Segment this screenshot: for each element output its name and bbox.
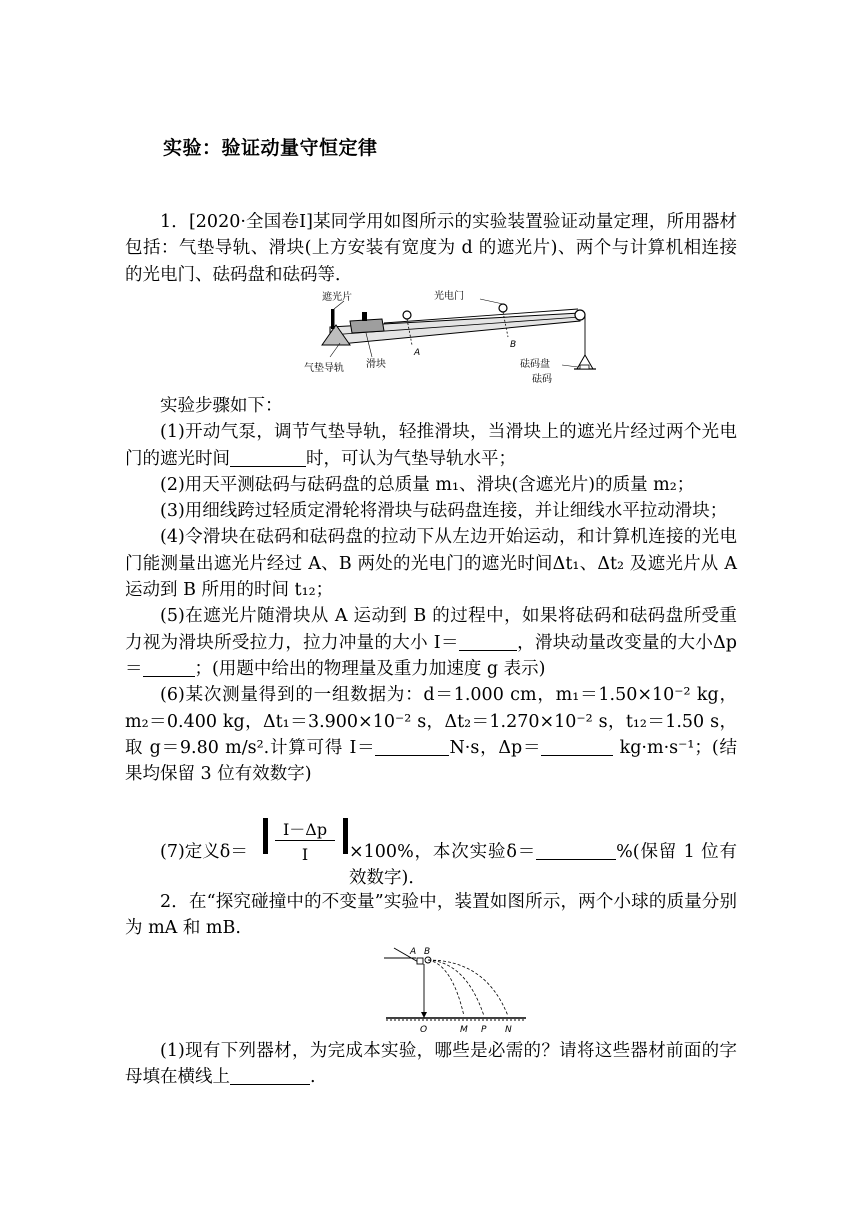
collision-figure	[380, 942, 530, 1034]
weight	[580, 365, 589, 369]
label-weight: 砝码	[532, 374, 552, 385]
answer-blank-q2[interactable]	[230, 1066, 310, 1085]
step-5	[125, 603, 737, 682]
step-5-text-b: ，滑块动量改变量的大小Δp＝	[125, 632, 737, 679]
q2-s1-text-a: (1)现有下列器材，为完成本实验，哪些是必需的？请将这些器材前面的字母填在横线上	[125, 1041, 737, 1088]
label-point-p: P	[481, 1025, 487, 1034]
question-1-steps	[125, 393, 737, 787]
slider-block	[350, 319, 384, 333]
fraction-line	[275, 840, 335, 841]
step-6-text-b: N·s，Δp＝	[449, 737, 542, 758]
trajectory-p	[428, 960, 484, 1016]
photogate-b	[499, 304, 507, 312]
step-1	[125, 419, 737, 472]
step-7-text-a: (7)定义δ＝	[160, 842, 248, 862]
label-point-b: B	[510, 340, 517, 350]
label-photogate: 光电门	[434, 291, 464, 302]
step-7-line	[349, 839, 737, 892]
question-2-text: 2．在“探究碰撞中的不变量”实验中，装置如图所示，两个小球的质量分别为 mA 和 mB.	[125, 892, 737, 939]
question-1-text: 1．[2020·全国卷Ⅰ]某同学用如图所示的实验装置验证动量定理，所用器材包括：气垫导轨、滑块(上方安装有宽度为 d 的遮光片)、两个与计算机相连接的光电门、砝码盘和砝码等．	[125, 212, 737, 285]
trajectory-n	[428, 960, 508, 1016]
fraction-denominator: I	[301, 845, 309, 864]
abs-bar-right	[343, 818, 348, 854]
step-6	[125, 682, 737, 787]
step-7-text-c: %(保留 1 位有效数字)．	[349, 842, 738, 889]
step-3: (3)用细线跨过轻质定滑轮将滑块与砝码盘连接，并让细线水平拉动滑块；	[160, 501, 728, 522]
label-weight-pan: 砝码盘	[520, 359, 550, 370]
answer-blank-p-value[interactable]	[541, 737, 613, 756]
answer-blank-impulse[interactable]	[459, 632, 517, 651]
label-point-a: A	[414, 348, 421, 358]
shade-post	[331, 309, 335, 329]
pulley	[575, 310, 585, 320]
step-1-text-a: (1)开动气泵，调节气垫导轨，轻推滑块，当滑块上的遮光片经过两个光电门的遮光时间	[125, 422, 737, 469]
step-6-text-c: kg·m·s⁻¹；(结果均保留 3 位有效数字)	[125, 737, 737, 785]
step-1-text-b: 时，可认为气垫导轨水平；	[306, 448, 516, 469]
label-point-n: N	[505, 1025, 512, 1034]
question-2-part-1	[125, 1038, 737, 1091]
label-shade: 遮光片	[322, 292, 352, 303]
question-2-intro	[125, 889, 737, 942]
label-ball-a: A	[410, 947, 417, 957]
q2-s1-text-b: .	[310, 1067, 316, 1088]
label-point-o: O	[420, 1025, 428, 1034]
label-point-m: M	[460, 1025, 468, 1034]
abs-bar-left	[263, 818, 268, 854]
shade-plate	[362, 312, 367, 321]
trajectory-m	[428, 960, 464, 1016]
fraction-numerator: I－Δp	[282, 820, 328, 839]
page-title: 实验：验证动量守恒定律	[163, 137, 378, 159]
question-2-part-1-text	[125, 1038, 737, 1091]
step-5-text-c: ；(用题中给出的物理量及重力加速度 g 表示)	[194, 658, 546, 679]
ball-a	[417, 958, 423, 964]
answer-blank-delta[interactable]	[536, 841, 616, 860]
air-track-figure	[300, 285, 600, 385]
step-7-text-b: ×100%，本次实验δ＝	[349, 842, 537, 862]
answer-blank-i-value[interactable]	[375, 737, 449, 756]
step-4: (4)令滑块在砝码和砝码盘的拉动下从左边开始运动，和计算机连接的光电门能测量出遮光片经过 A、B 两处的光电门的遮光时间Δt₁、Δt₂ 及遮光片从 A 运动到 B 所用的时间 t₁₂；	[125, 527, 737, 601]
label-slider: 滑块	[366, 359, 386, 370]
answer-blank-1[interactable]	[230, 448, 306, 467]
photogate-a	[403, 311, 411, 319]
step-5-text-a: (5)在遮光片随滑块从 A 运动到 B 的过程中，如果将砝码和砝码盘所受重力视为滑块所受拉力，拉力冲量的大小 I＝	[125, 606, 737, 653]
step-6-text-a: (6)某次测量得到的一组数据为：d＝1.000 cm，m₁＝1.50×10⁻² kg，m₂＝0.400 kg，Δt₁＝3.900×10⁻² s，Δt₂＝1.270×10⁻² s，t₁₂＝1.50 s，取 g＝9.80 m/s².计算可得 I＝	[125, 685, 737, 758]
label-ball-b: B	[424, 947, 431, 957]
step-2: (2)用天平测砝码与砝码盘的总质量 m₁、滑块(含遮光片)的质量 m₂；	[160, 474, 695, 495]
steps-header: 实验步骤如下：	[160, 396, 283, 416]
label-air-rail: 气垫导轨	[304, 363, 344, 374]
answer-blank-momentum[interactable]	[143, 658, 195, 677]
step-7	[125, 819, 737, 887]
question-1-intro	[125, 209, 737, 288]
